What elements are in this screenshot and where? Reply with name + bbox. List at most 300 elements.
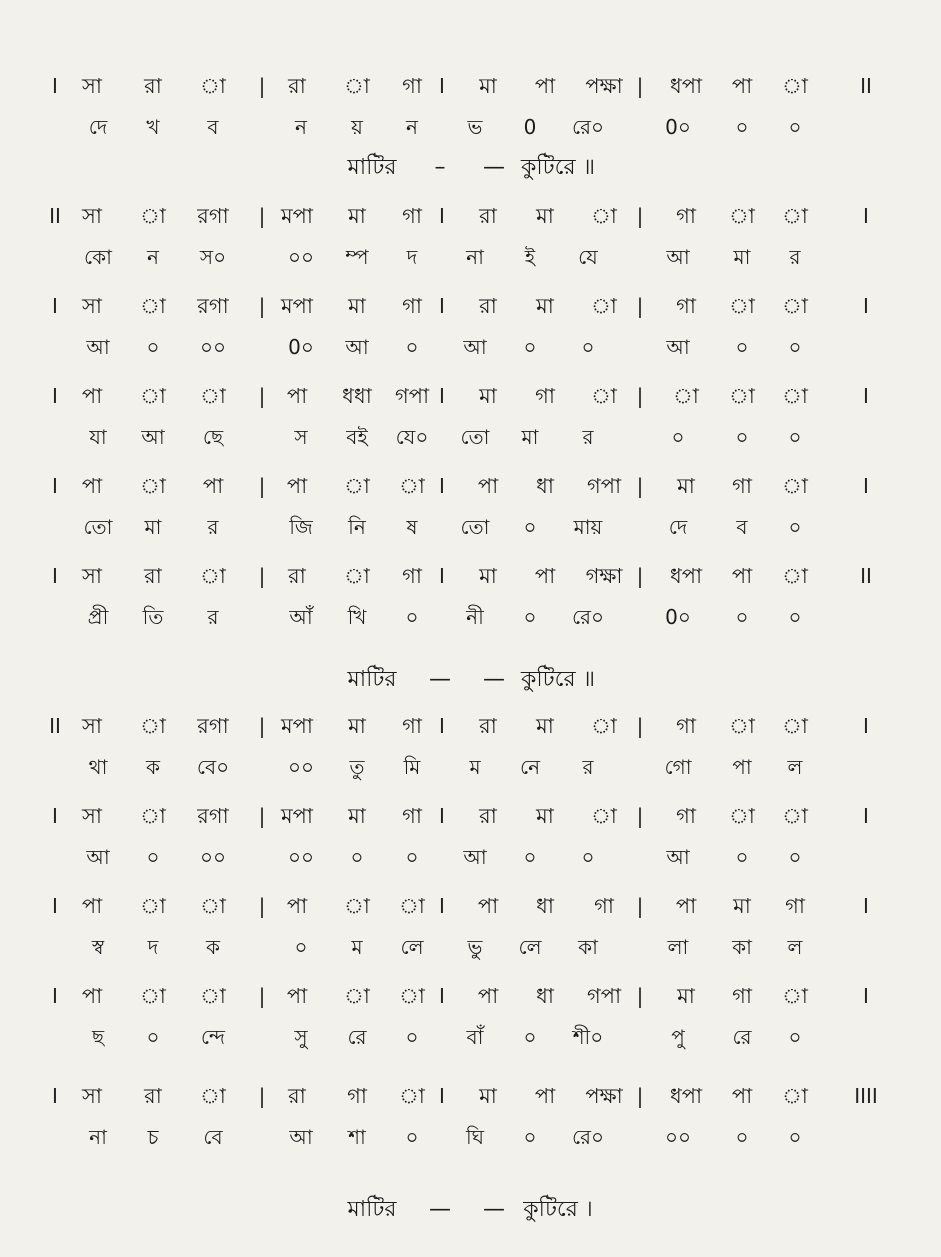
lyric-syllable: ব	[207, 115, 219, 139]
lyric-syllable: ০	[146, 845, 160, 869]
swara-note: গা	[402, 74, 422, 98]
swara-note: মা	[348, 204, 366, 228]
bar-line: I	[863, 984, 869, 1008]
swara-note: ধা	[536, 894, 554, 918]
swara-note: গা	[535, 384, 555, 408]
lyric-syllable: রে০	[571, 115, 605, 139]
lyric-syllable: ০০	[199, 845, 227, 869]
swara-note: রা	[479, 714, 497, 738]
swara-note: মা	[536, 294, 554, 318]
swara-note: পক্ষা	[585, 74, 623, 98]
refrain-line	[0, 1190, 941, 1230]
refrain-word: কুটিরে ॥	[520, 155, 596, 180]
swara-note: া	[782, 804, 808, 828]
lyric-syllable: ০	[523, 605, 537, 629]
lyric-syllable: থা	[88, 755, 108, 779]
lyric-line	[0, 599, 941, 635]
swara-line	[0, 198, 941, 234]
lyric-syllable: নে	[519, 755, 541, 779]
swara-note: গা	[676, 804, 696, 828]
bar-line: |	[258, 804, 266, 828]
bar-line: |	[258, 74, 266, 98]
lyric-syllable: ০	[788, 115, 802, 139]
swara-note: পা	[675, 894, 697, 918]
swara-note: া	[140, 984, 166, 1008]
swara-note: া	[200, 1084, 226, 1108]
bar-line: |	[636, 74, 644, 98]
bar-line: I	[863, 714, 869, 738]
lyric-syllable: না	[89, 1125, 107, 1149]
lyric-syllable: ঘি	[465, 1125, 485, 1149]
lyric-syllable: র	[207, 605, 219, 629]
refrain-line	[0, 660, 941, 700]
swara-note: মা	[677, 984, 695, 1008]
refrain-word: —	[429, 1197, 451, 1222]
lyric-syllable: নী	[466, 605, 484, 629]
lyric-syllable: ০	[581, 335, 595, 359]
lyric-syllable: শা	[348, 1125, 366, 1149]
bar-line: |	[636, 894, 644, 918]
bar-line: I	[439, 714, 445, 738]
lyric-syllable: চ	[147, 1125, 159, 1149]
swara-line	[0, 708, 941, 744]
lyric-syllable: ০	[671, 425, 685, 449]
lyric-syllable: মা	[144, 515, 162, 539]
lyric-syllable: পু	[671, 1025, 685, 1049]
refrain-word: মাটির	[347, 667, 397, 692]
bar-line: |	[258, 984, 266, 1008]
swara-note: া	[344, 74, 370, 98]
swara-note: া	[140, 384, 166, 408]
bar-line: |	[636, 564, 644, 588]
swara-note: মপা	[280, 714, 314, 738]
lyric-syllable: র	[207, 515, 219, 539]
bar-line: II	[49, 204, 61, 228]
lyric-syllable: ০	[523, 1025, 537, 1049]
swara-note: া	[782, 74, 808, 98]
lyric-syllable: কা	[732, 935, 752, 959]
lyric-syllable: আ	[141, 425, 165, 449]
lyric-syllable: ০	[405, 1125, 419, 1149]
swara-note: া	[729, 204, 755, 228]
bar-line: I	[439, 204, 445, 228]
swara-note: রা	[144, 564, 162, 588]
refrain-word: কুটিরে ॥	[520, 667, 596, 692]
swara-note: পা	[477, 474, 499, 498]
bar-line: I	[52, 294, 58, 318]
swara-note: া	[200, 564, 226, 588]
lyric-line	[0, 509, 941, 545]
swara-note: রা	[479, 204, 497, 228]
swara-note: া	[782, 384, 808, 408]
bar-line: |	[258, 894, 266, 918]
lyric-line	[0, 839, 941, 875]
swara-line	[0, 978, 941, 1014]
lyric-syllable: ০	[735, 115, 749, 139]
swara-note: া	[782, 564, 808, 588]
lyric-line	[0, 109, 941, 145]
swara-line	[0, 378, 941, 414]
bar-line: |	[636, 384, 644, 408]
swara-note: া	[200, 894, 226, 918]
lyric-syllable: আ	[86, 845, 110, 869]
lyric-syllable: ০	[523, 515, 537, 539]
lyric-syllable: আ	[345, 335, 369, 359]
refrain-word: মাটির	[347, 155, 397, 180]
swara-note: ধপা	[669, 1084, 703, 1108]
lyric-syllable: ০	[523, 335, 537, 359]
swara-note: সা	[82, 804, 102, 828]
bar-line: I	[863, 894, 869, 918]
bar-line: I	[863, 474, 869, 498]
swara-note: া	[344, 984, 370, 1008]
bar-line: |	[636, 204, 644, 228]
swara-note: পা	[286, 474, 308, 498]
lyric-syllable: আ	[666, 845, 690, 869]
swara-note: পা	[81, 474, 103, 498]
lyric-syllable: ল	[787, 935, 803, 959]
swara-line	[0, 558, 941, 594]
swara-note: মা	[348, 804, 366, 828]
lyric-syllable: কা	[578, 935, 598, 959]
swara-note: গা	[785, 894, 805, 918]
lyric-syllable: ই	[524, 245, 536, 269]
swara-note: া	[782, 984, 808, 1008]
swara-note: গা	[402, 564, 422, 588]
lyric-syllable: ব	[736, 515, 748, 539]
swara-note: া	[782, 294, 808, 318]
lyric-syllable: ০	[788, 1025, 802, 1049]
swara-note: পক্ষা	[585, 1084, 623, 1108]
lyric-line	[0, 329, 941, 365]
lyric-syllable: দ	[147, 935, 159, 959]
swara-note: সা	[82, 74, 102, 98]
lyric-syllable: নি	[348, 515, 366, 539]
swara-note: রা	[479, 804, 497, 828]
lyric-syllable: যা	[89, 425, 107, 449]
lyric-syllable: মি	[403, 755, 421, 779]
swara-note: মা	[733, 894, 751, 918]
refrain-word: মাটির	[347, 1197, 397, 1222]
lyric-syllable: ০	[788, 515, 802, 539]
bar-line: I	[439, 384, 445, 408]
swara-note: া	[399, 1084, 425, 1108]
swara-note: গা	[676, 204, 696, 228]
swara-note: মা	[536, 204, 554, 228]
lyric-syllable: বে০	[196, 755, 230, 779]
swara-note: া	[782, 1084, 808, 1108]
swara-note: া	[200, 384, 226, 408]
swara-note: া	[200, 74, 226, 98]
lyric-syllable: র	[582, 755, 594, 779]
lyric-syllable: আ	[86, 335, 110, 359]
swara-note: া	[140, 894, 166, 918]
lyric-syllable: বাঁ	[466, 1025, 484, 1049]
refrain-word: —	[429, 667, 451, 692]
swara-note: া	[729, 804, 755, 828]
lyric-syllable: স০	[199, 245, 227, 269]
bar-line: I	[52, 1084, 58, 1108]
lyric-syllable: ০	[735, 425, 749, 449]
lyric-syllable: আ	[289, 1125, 313, 1149]
swara-note: মা	[536, 804, 554, 828]
lyric-syllable: ০০	[199, 335, 227, 359]
swara-note: গা	[594, 894, 614, 918]
swara-note: গা	[347, 1084, 367, 1108]
swara-note: গা	[402, 714, 422, 738]
swara-note: মা	[536, 714, 554, 738]
swara-note: গা	[402, 204, 422, 228]
lyric-syllable: লে	[400, 935, 424, 959]
lyric-syllable: 0০	[665, 115, 691, 139]
swara-note: া	[729, 294, 755, 318]
swara-note: পা	[286, 984, 308, 1008]
swara-note: পা	[534, 74, 556, 98]
swara-note: গপা	[586, 984, 622, 1008]
lyric-syllable: ০	[735, 845, 749, 869]
swara-note: া	[140, 294, 166, 318]
lyric-line	[0, 419, 941, 455]
swara-note: গপা	[586, 474, 622, 498]
swara-note: া	[140, 804, 166, 828]
swara-note: া	[344, 474, 370, 498]
swara-note: রা	[144, 74, 162, 98]
lyric-syllable: প্রী	[87, 605, 109, 629]
lyric-syllable: রে	[732, 1025, 752, 1049]
bar-line: I	[863, 204, 869, 228]
swara-note: া	[399, 984, 425, 1008]
lyric-syllable: দে	[88, 115, 108, 139]
lyric-syllable: 0০	[288, 335, 314, 359]
swara-note: মা	[479, 564, 497, 588]
swara-note: রা	[144, 1084, 162, 1108]
lyric-syllable: পা	[732, 755, 752, 779]
lyric-syllable: ০০	[664, 1125, 692, 1149]
swara-note: পা	[81, 984, 103, 1008]
lyric-syllable: ষ	[406, 515, 418, 539]
swara-note: গা	[402, 294, 422, 318]
lyric-syllable: ছ	[91, 1025, 105, 1049]
swara-note: া	[344, 564, 370, 588]
lyric-syllable: ০	[294, 935, 308, 959]
lyric-syllable: র	[789, 245, 801, 269]
lyric-syllable: তু	[349, 755, 365, 779]
swara-note: সা	[82, 564, 102, 588]
lyric-syllable: শী০	[572, 1025, 604, 1049]
swara-note: পা	[81, 384, 103, 408]
lyric-syllable: ন	[295, 115, 307, 139]
lyric-syllable: লা	[667, 935, 689, 959]
lyric-syllable: বই	[346, 425, 368, 449]
lyric-syllable: র	[582, 425, 594, 449]
lyric-syllable: ০	[788, 845, 802, 869]
swara-note: া	[591, 804, 617, 828]
lyric-syllable: ম	[469, 755, 481, 779]
bar-line: |	[636, 474, 644, 498]
lyric-syllable: ০	[405, 1025, 419, 1049]
swara-note: রা	[479, 294, 497, 318]
lyric-syllable: যে০	[395, 425, 429, 449]
lyric-syllable: ক	[206, 935, 220, 959]
bar-line: I	[52, 564, 58, 588]
lyric-syllable: ০	[788, 1125, 802, 1149]
lyric-syllable: ০	[735, 335, 749, 359]
swara-note: পা	[286, 894, 308, 918]
swara-note: ধপা	[669, 74, 703, 98]
swara-note: পা	[731, 564, 753, 588]
swara-note: রগা	[197, 294, 229, 318]
lyric-syllable: ম্প	[345, 245, 369, 269]
swara-note: া	[729, 384, 755, 408]
lyric-syllable: ০	[350, 845, 364, 869]
bar-line: |	[636, 294, 644, 318]
bar-line: |	[636, 984, 644, 1008]
swara-note: পা	[477, 984, 499, 1008]
bar-line: II	[860, 74, 872, 98]
lyric-syllable: আ	[666, 245, 690, 269]
bar-line: |	[258, 714, 266, 738]
swara-note: গা	[732, 984, 752, 1008]
swara-note: ধা	[536, 984, 554, 1008]
lyric-syllable: আঁ	[289, 605, 313, 629]
swara-note: া	[591, 204, 617, 228]
swara-note: গপা	[394, 384, 430, 408]
swara-note: গা	[676, 714, 696, 738]
lyric-syllable: রে	[347, 1025, 367, 1049]
swara-note: পা	[286, 384, 308, 408]
lyric-line	[0, 1019, 941, 1055]
lyric-syllable: দে	[668, 515, 688, 539]
swara-note: ধপা	[669, 564, 703, 588]
swara-note: া	[344, 894, 370, 918]
swara-note: সা	[82, 204, 102, 228]
lyric-syllable: স	[294, 425, 308, 449]
swara-note: গা	[732, 474, 752, 498]
bar-line: |	[258, 204, 266, 228]
bar-line: |	[258, 564, 266, 588]
lyric-syllable: রে০	[571, 605, 605, 629]
bar-line: |	[258, 1084, 266, 1108]
swara-note: সা	[82, 294, 102, 318]
bar-line: I	[439, 294, 445, 318]
swara-line	[0, 888, 941, 924]
swara-note: মপা	[280, 294, 314, 318]
swara-line	[0, 68, 941, 104]
bar-line: I	[52, 894, 58, 918]
lyric-syllable: ০	[788, 425, 802, 449]
lyric-syllable: ০	[146, 335, 160, 359]
lyric-syllable: আ	[463, 335, 487, 359]
lyric-syllable: তো	[460, 425, 490, 449]
swara-note: মা	[677, 474, 695, 498]
swara-note: সা	[82, 1084, 102, 1108]
lyric-syllable: ০	[405, 605, 419, 629]
swara-note: রগা	[197, 804, 229, 828]
lyric-syllable: তো	[460, 515, 490, 539]
lyric-syllable: আ	[463, 845, 487, 869]
bar-line: |	[258, 294, 266, 318]
lyric-syllable: ০	[523, 1125, 537, 1149]
swara-note: া	[140, 474, 166, 498]
swara-note: া	[399, 474, 425, 498]
bar-line: I	[863, 804, 869, 828]
lyric-syllable: ০	[405, 335, 419, 359]
lyric-syllable: কো	[84, 245, 112, 269]
swara-note: মপা	[280, 204, 314, 228]
lyric-syllable: 0	[523, 115, 537, 139]
lyric-syllable: ন্দে	[200, 1025, 226, 1049]
lyric-syllable: যে	[578, 245, 598, 269]
swara-note: মা	[479, 1084, 497, 1108]
swara-note: মা	[479, 384, 497, 408]
swara-note: পা	[534, 564, 556, 588]
lyric-syllable: ০	[735, 1125, 749, 1149]
swara-line	[0, 798, 941, 834]
lyric-syllable: গো	[664, 755, 692, 779]
swara-note: পা	[731, 74, 753, 98]
swara-note: ধধা	[342, 384, 372, 408]
refrain-word: কুটিরে ।	[523, 1197, 593, 1222]
lyric-syllable: ম	[351, 935, 363, 959]
lyric-syllable: খি	[347, 605, 367, 629]
bar-line: I	[439, 804, 445, 828]
swara-note: া	[399, 894, 425, 918]
swara-note: পা	[477, 894, 499, 918]
lyric-syllable: ০	[735, 605, 749, 629]
lyric-syllable: ০	[788, 335, 802, 359]
lyric-line	[0, 239, 941, 275]
bar-line: |	[258, 384, 266, 408]
bar-line: |	[636, 714, 644, 738]
swara-note: া	[591, 384, 617, 408]
swara-note: া	[782, 204, 808, 228]
refrain-line	[0, 148, 941, 188]
lyric-syllable: ন	[147, 245, 159, 269]
swara-note: মা	[479, 74, 497, 98]
swara-note: া	[591, 294, 617, 318]
swara-note: পা	[202, 474, 224, 498]
lyric-syllable: ০	[146, 1025, 160, 1049]
bar-line: I	[439, 474, 445, 498]
lyric-syllable: 0০	[665, 605, 691, 629]
lyric-syllable: আ	[666, 335, 690, 359]
swara-note: া	[200, 984, 226, 1008]
bar-line: |	[258, 474, 266, 498]
bar-line: I	[439, 564, 445, 588]
swara-note: রা	[288, 564, 306, 588]
lyric-syllable: লে	[518, 935, 542, 959]
bar-line: I	[52, 804, 58, 828]
bar-line: I	[439, 1084, 445, 1108]
lyric-syllable: তো	[83, 515, 113, 539]
swara-note: মা	[348, 294, 366, 318]
swara-note: পা	[534, 1084, 556, 1108]
swara-note: মপা	[280, 804, 314, 828]
swara-note: া	[782, 714, 808, 738]
swara-note: া	[782, 474, 808, 498]
swara-note: রা	[288, 1084, 306, 1108]
bar-line: I	[439, 984, 445, 1008]
lyric-syllable: খ	[146, 115, 160, 139]
lyric-syllable: ০	[581, 845, 595, 869]
bar-line: I	[439, 74, 445, 98]
lyric-line	[0, 749, 941, 785]
swara-note: রগা	[197, 204, 229, 228]
bar-line: I	[52, 474, 58, 498]
swara-line	[0, 1078, 941, 1114]
swara-note: সা	[82, 714, 102, 738]
bar-line: I	[52, 984, 58, 1008]
